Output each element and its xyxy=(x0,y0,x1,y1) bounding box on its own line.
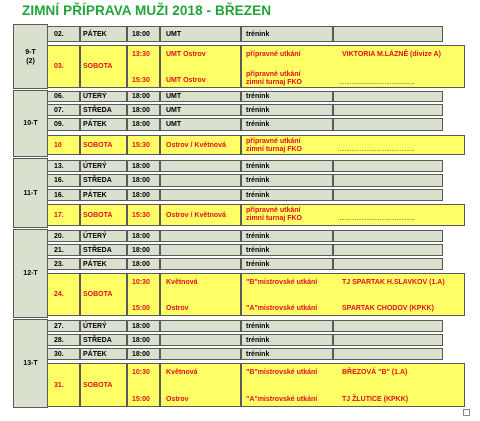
event-detail: zimní turnaj FKO xyxy=(246,79,302,86)
dotted-line: .............................................. xyxy=(338,216,415,222)
date-cell xyxy=(47,204,80,226)
place-cell xyxy=(160,258,241,270)
week-number: 11-T xyxy=(23,189,38,197)
dotted-line: .............................................. xyxy=(338,147,415,153)
opponent: BŘEZOVÁ "B" (1.A) xyxy=(342,369,408,376)
place-cell xyxy=(160,320,241,332)
time: 18:00 xyxy=(132,107,150,114)
week-label xyxy=(13,158,48,228)
time-cell xyxy=(127,160,160,172)
time: 10:30 xyxy=(132,369,150,376)
week-number: 12-T xyxy=(23,270,38,277)
event: "A"mistrovské utkání xyxy=(246,305,318,312)
event-cell xyxy=(241,320,333,332)
opponent-cell xyxy=(333,189,443,201)
date: 17. xyxy=(54,212,64,219)
time-cell xyxy=(127,104,160,116)
event-cell xyxy=(241,91,333,102)
date-cell xyxy=(47,273,80,316)
place-cell xyxy=(160,174,241,187)
date: 10 xyxy=(54,142,62,149)
event: trénink xyxy=(246,247,270,254)
time: 18:00 xyxy=(132,177,150,184)
event: trénink xyxy=(246,121,270,128)
event: trénink xyxy=(246,351,270,358)
date-cell xyxy=(47,230,80,242)
place: Ostrov xyxy=(166,396,189,403)
place-cell xyxy=(160,26,241,42)
place: UMT xyxy=(166,93,182,100)
place: Ostrov xyxy=(166,305,189,312)
place: Ostrov / Květnová xyxy=(166,212,226,219)
event: přípravné utkání xyxy=(246,71,301,78)
day: PÁTEK xyxy=(83,121,107,128)
week-label xyxy=(13,229,48,318)
event: přípravné utkání xyxy=(246,51,301,58)
time: 15:30 xyxy=(132,142,150,149)
time-cell xyxy=(127,118,160,131)
event: trénink xyxy=(246,323,270,330)
place-cell xyxy=(160,118,241,131)
event: trénink xyxy=(246,177,270,184)
opponent-cell xyxy=(333,244,443,256)
time: 18:00 xyxy=(132,323,150,330)
day-cell xyxy=(80,45,127,88)
day: STŘEDA xyxy=(83,337,112,344)
opponent: TJ SPARTAK H.SLAVKOV (1.A) xyxy=(342,279,445,286)
time-cell xyxy=(127,174,160,187)
day-cell xyxy=(80,230,127,242)
place: UMT xyxy=(166,121,182,128)
time: 18:00 xyxy=(132,247,150,254)
date: 23. xyxy=(54,261,64,268)
place-cell xyxy=(160,104,241,116)
day: ÚTERÝ xyxy=(83,163,107,170)
day-cell xyxy=(80,118,127,131)
date: 21. xyxy=(54,247,64,254)
event-cell xyxy=(241,244,333,256)
place-cell xyxy=(160,348,241,360)
place-cell xyxy=(160,244,241,256)
date-cell xyxy=(47,91,80,102)
time: 18:00 xyxy=(132,337,150,344)
time: 10:30 xyxy=(132,279,150,286)
time: 15:30 xyxy=(132,77,150,84)
date-cell xyxy=(47,45,80,88)
place-cell xyxy=(160,334,241,346)
time-cell xyxy=(127,26,160,42)
place-cell xyxy=(160,273,241,316)
event-cell xyxy=(241,160,333,172)
event: trénink xyxy=(246,192,270,199)
day: PÁTEK xyxy=(83,31,107,38)
day: SOBOTA xyxy=(83,142,113,149)
time-cell xyxy=(127,244,160,256)
place: UMT Ostrov xyxy=(166,77,206,84)
time: 18:00 xyxy=(132,93,150,100)
week-number: 10-T xyxy=(23,120,38,127)
opponent: SPARTAK CHODOV (KPKK) xyxy=(342,305,434,312)
place: UMT xyxy=(166,31,182,38)
date-cell xyxy=(47,174,80,187)
event-cell xyxy=(241,45,465,88)
date-cell xyxy=(47,189,80,201)
date-cell xyxy=(47,160,80,172)
place-cell xyxy=(160,45,241,88)
opponent-cell xyxy=(333,26,443,42)
place: UMT xyxy=(166,107,182,114)
event-cell xyxy=(241,174,333,187)
day-cell xyxy=(80,174,127,187)
date: 28. xyxy=(54,337,64,344)
time-cell xyxy=(127,363,160,407)
time: 18:00 xyxy=(132,351,150,358)
time-cell xyxy=(127,135,160,155)
day-cell xyxy=(80,104,127,116)
place-cell xyxy=(160,135,241,155)
opponent-cell xyxy=(333,320,443,332)
day-cell xyxy=(80,135,127,155)
time: 13:30 xyxy=(132,51,150,58)
week-sub: (2) xyxy=(26,57,35,65)
time: 15:30 xyxy=(132,212,150,219)
day: PÁTEK xyxy=(83,192,107,199)
date-cell xyxy=(47,135,80,155)
time: 18:00 xyxy=(132,261,150,268)
event-cell xyxy=(241,135,465,155)
day-cell xyxy=(80,189,127,201)
event-cell xyxy=(241,230,333,242)
page-title: ZIMNÍ PŘÍPRAVA MUŽI 2018 - BŘEZEN xyxy=(22,3,272,18)
event: přípravné utkání xyxy=(246,207,301,214)
date: 16. xyxy=(54,177,64,184)
opponent-cell xyxy=(333,104,443,116)
time-cell xyxy=(127,273,160,316)
time-cell xyxy=(127,320,160,332)
day-cell xyxy=(80,363,127,407)
time: 18:00 xyxy=(132,163,150,170)
event-cell xyxy=(241,189,333,201)
time-cell xyxy=(127,258,160,270)
opponent-cell xyxy=(333,160,443,172)
event-cell xyxy=(241,363,465,407)
week-label xyxy=(13,24,48,89)
day: PÁTEK xyxy=(83,351,107,358)
day-cell xyxy=(80,273,127,316)
place: Květnová xyxy=(166,369,198,376)
date: 16. xyxy=(54,192,64,199)
time-cell xyxy=(127,348,160,360)
event: "B"mistrovské utkání xyxy=(246,369,318,376)
day-cell xyxy=(80,91,127,102)
time-cell xyxy=(127,230,160,242)
opponent-cell xyxy=(333,334,443,346)
day: STŘEDA xyxy=(83,177,112,184)
opponent-cell xyxy=(333,258,443,270)
date-cell xyxy=(47,258,80,270)
date-cell xyxy=(47,104,80,116)
day: SOBOTA xyxy=(83,291,113,298)
event-cell xyxy=(241,104,333,116)
event: trénink xyxy=(246,31,270,38)
event-cell xyxy=(241,204,465,226)
place: Ostrov / Květnová xyxy=(166,142,226,149)
event-cell xyxy=(241,258,333,270)
day-cell xyxy=(80,334,127,346)
event: "A"mistrovské utkání xyxy=(246,396,318,403)
date-cell xyxy=(47,320,80,332)
event: trénink xyxy=(246,261,270,268)
event: trénink xyxy=(246,233,270,240)
day: SOBOTA xyxy=(83,382,113,389)
event: trénink xyxy=(246,93,270,100)
opponent-cell xyxy=(333,348,443,360)
place: Květnová xyxy=(166,279,198,286)
date: 20. xyxy=(54,233,64,240)
day: ÚTERÝ xyxy=(83,323,107,330)
place-cell xyxy=(160,230,241,242)
date-cell xyxy=(47,244,80,256)
day: SOBOTA xyxy=(83,63,113,70)
time: 18:00 xyxy=(132,31,150,38)
place: UMT Ostrov xyxy=(166,51,206,58)
opponent-cell xyxy=(333,118,443,131)
dotted-line: .............................................. xyxy=(338,80,415,86)
time: 18:00 xyxy=(132,192,150,199)
event-cell xyxy=(241,334,333,346)
event: trénink xyxy=(246,163,270,170)
date-cell xyxy=(47,334,80,346)
day-cell xyxy=(80,258,127,270)
date: 03. xyxy=(54,63,64,70)
time-cell xyxy=(127,334,160,346)
week-label xyxy=(13,90,48,157)
event: trénink xyxy=(246,107,270,114)
event-cell xyxy=(241,348,333,360)
opponent: TJ ŽLUTICE (KPKK) xyxy=(342,396,409,403)
date: 27. xyxy=(54,323,64,330)
time: 15:00 xyxy=(132,396,150,403)
time-cell xyxy=(127,204,160,226)
place-cell xyxy=(160,363,241,407)
day-cell xyxy=(80,348,127,360)
event-detail: zimní turnaj FKO xyxy=(246,146,302,153)
time-cell xyxy=(127,189,160,201)
event-cell xyxy=(241,26,333,42)
day-cell xyxy=(80,244,127,256)
time: 18:00 xyxy=(132,233,150,240)
day-cell xyxy=(80,320,127,332)
date-cell xyxy=(47,26,80,42)
time: 18:00 xyxy=(132,121,150,128)
time-cell xyxy=(127,91,160,102)
day: PÁTEK xyxy=(83,261,107,268)
date-cell xyxy=(47,348,80,360)
date: 31. xyxy=(54,382,64,389)
date-cell xyxy=(47,118,80,131)
place-cell xyxy=(160,189,241,201)
opponent-cell xyxy=(333,174,443,187)
day: ÚTERÝ xyxy=(83,93,107,100)
week-number: 9-T xyxy=(25,48,36,56)
day: SOBOTA xyxy=(83,212,113,219)
place-cell xyxy=(160,160,241,172)
place-cell xyxy=(160,204,241,226)
event: přípravné utkání xyxy=(246,138,301,145)
event-cell xyxy=(241,118,333,131)
opponent: VIKTORIA M.LÁZNĚ (divize A) xyxy=(342,51,441,58)
event-detail: zimní turnaj FKO xyxy=(246,215,302,222)
time-cell xyxy=(127,45,160,88)
day: ÚTERÝ xyxy=(83,233,107,240)
date: 09. xyxy=(54,121,64,128)
event-cell xyxy=(241,273,465,316)
day-cell xyxy=(80,160,127,172)
opponent-cell xyxy=(333,230,443,242)
date-cell xyxy=(47,363,80,407)
day-cell xyxy=(80,26,127,42)
date: 07. xyxy=(54,107,64,114)
event: "B"mistrovské utkání xyxy=(246,279,318,286)
date: 06. xyxy=(54,93,64,100)
time: 15:00 xyxy=(132,305,150,312)
week-label xyxy=(13,319,48,408)
date: 13. xyxy=(54,163,64,170)
date: 24. xyxy=(54,291,64,298)
week-number: 13-T xyxy=(23,360,38,367)
place-cell xyxy=(160,91,241,102)
date: 02. xyxy=(54,31,64,38)
event: trénink xyxy=(246,337,270,344)
resize-handle[interactable] xyxy=(463,409,470,416)
day: STŘEDA xyxy=(83,247,112,254)
date: 30. xyxy=(54,351,64,358)
day-cell xyxy=(80,204,127,226)
opponent-cell xyxy=(333,91,443,102)
day: STŘEDA xyxy=(83,107,112,114)
